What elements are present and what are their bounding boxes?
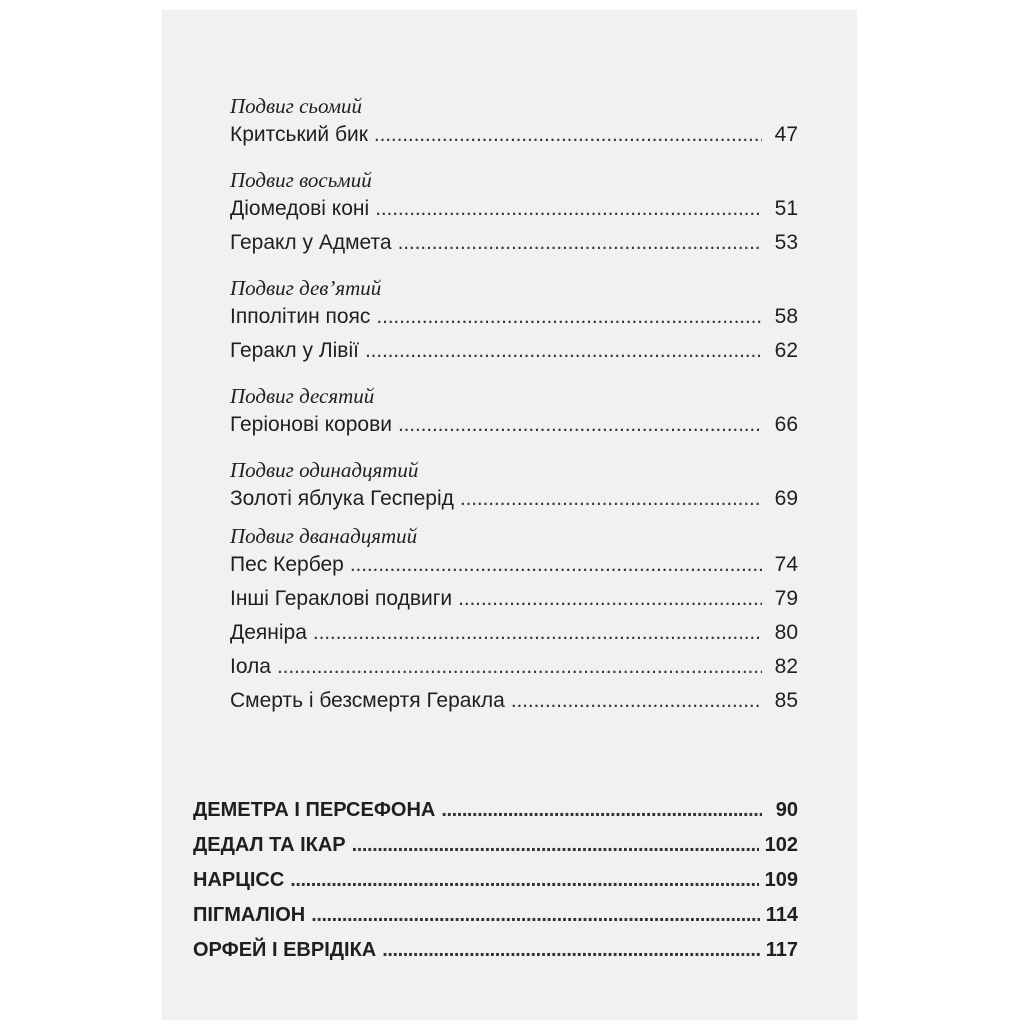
entry-title: Геріонові корови xyxy=(230,413,392,436)
entry-page: 66 xyxy=(774,413,798,436)
section-heading: Подвиг сьомий xyxy=(230,94,363,118)
entry-title: Пес Кербер xyxy=(230,553,344,576)
chapter-title: ДЕМЕТРА І ПЕРСЕФОНА xyxy=(193,799,436,821)
dot-leader xyxy=(350,548,762,582)
entry-title: Іпполітин пояс xyxy=(230,305,371,328)
entry-page: 85 xyxy=(774,689,798,712)
toc-entry xyxy=(230,548,798,582)
entry-title: Іола xyxy=(230,655,271,678)
toc-entry xyxy=(230,650,798,684)
entry-title: Інші Гераклові подвиги xyxy=(230,587,453,610)
dot-leader xyxy=(460,482,762,516)
entry-page: 58 xyxy=(774,305,798,328)
dot-leader xyxy=(313,616,762,650)
toc-entry xyxy=(230,616,798,650)
entry-title: Геракл у Адмета xyxy=(230,231,392,254)
entry-page: 62 xyxy=(774,339,798,362)
dot-leader xyxy=(398,408,762,442)
chapter-entry xyxy=(193,898,798,933)
dot-leader xyxy=(458,582,762,616)
toc-entry xyxy=(230,118,798,152)
chapter-page: 109 xyxy=(764,869,798,891)
entry-title: Золоті яблука Гесперід xyxy=(230,487,454,510)
entry-page: 47 xyxy=(774,123,798,146)
dot-leader xyxy=(382,933,760,968)
chapter-page: 102 xyxy=(764,834,798,856)
dot-leader xyxy=(441,793,762,828)
entry-title: Геракл у Лівії xyxy=(230,339,359,362)
chapter-entry xyxy=(193,828,798,863)
chapter-list xyxy=(193,793,798,968)
dot-leader xyxy=(352,828,759,863)
section-heading: Подвиг дванадцятий xyxy=(230,524,418,548)
dot-leader xyxy=(311,898,760,933)
chapter-title: ОРФЕЙ І ЕВРІДІКА xyxy=(193,939,377,961)
entry-title: Деяніра xyxy=(230,621,307,644)
chapter-title: НАРЦІСС xyxy=(193,869,285,891)
chapter-entry xyxy=(193,933,798,968)
entry-page: 69 xyxy=(774,487,798,510)
entry-page: 79 xyxy=(774,587,798,610)
chapter-title: ДЕДАЛ ТА ІКАР xyxy=(193,834,346,856)
table-of-contents xyxy=(230,90,798,718)
chapter-page: 117 xyxy=(765,939,798,961)
entry-title: Смерть і безсмертя Геракла xyxy=(230,689,505,712)
toc-entry xyxy=(230,334,798,368)
dot-leader xyxy=(374,118,762,152)
dot-leader xyxy=(511,684,762,718)
chapter-title: ПІГМАЛІОН xyxy=(193,904,306,926)
dot-leader xyxy=(376,300,762,334)
chapter-entry xyxy=(193,863,798,898)
toc-entry xyxy=(230,482,798,516)
entry-title: Діомедові коні xyxy=(230,197,370,220)
toc-entry xyxy=(230,582,798,616)
entry-page: 51 xyxy=(774,197,798,220)
section-heading: Подвиг дев’ятий xyxy=(230,276,382,300)
entry-page: 80 xyxy=(774,621,798,644)
toc-entry xyxy=(230,300,798,334)
section-heading: Подвиг одинадцятий xyxy=(230,458,419,482)
toc-entry xyxy=(230,192,798,226)
entry-page: 82 xyxy=(774,655,798,678)
dot-leader xyxy=(375,192,762,226)
dot-leader xyxy=(398,226,762,260)
entry-page: 74 xyxy=(774,553,798,576)
dot-leader xyxy=(365,334,762,368)
dot-leader xyxy=(277,650,762,684)
entry-page: 53 xyxy=(774,231,798,254)
toc-entry xyxy=(230,226,798,260)
section-heading: Подвиг восьмий xyxy=(230,168,372,192)
dot-leader xyxy=(290,863,758,898)
chapter-page: 90 xyxy=(775,799,798,821)
entry-title: Критський бик xyxy=(230,123,368,146)
toc-entry xyxy=(230,408,798,442)
chapter-page: 114 xyxy=(765,904,798,926)
section-heading: Подвиг десятий xyxy=(230,384,375,408)
chapter-entry xyxy=(193,793,798,828)
toc-entry xyxy=(230,684,798,718)
